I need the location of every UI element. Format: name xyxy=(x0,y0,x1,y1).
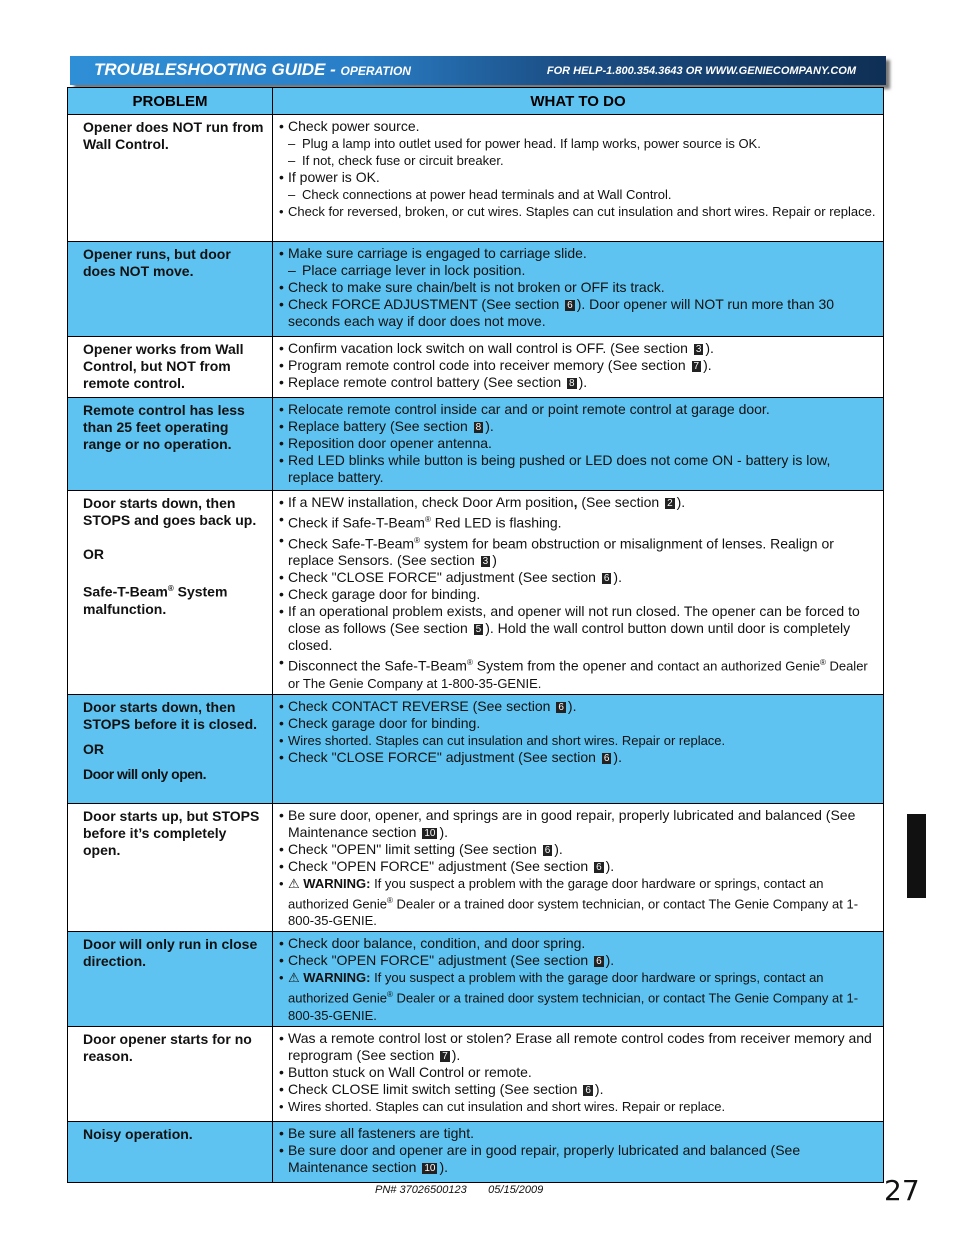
solution-cell: • Be sure all fasteners are tight. • Be sure door and opener are in good repair, properly lubricated and balanced (See Maintenance section 10 ). xyxy=(273,1121,884,1182)
solution-cell: • Was a remote control lost or stolen? Erase all remote control codes from receiver memory and reprogram (See section 7 ). • Button stuck on Wall Control or remote. • Check CLOSE limit switch setting (See section 6 ). • Wires shorted. Staples can cut insulation and short wires. Repair or replace. xyxy=(273,1026,884,1121)
problem-cell: Door starts down, then STOPS and goes back up. OR Safe-T-Beam® System malfunction. xyxy=(68,491,273,695)
section-number-badge: 2 xyxy=(667,498,673,509)
problem-cell: Noisy operation. xyxy=(68,1121,273,1182)
table-row xyxy=(68,491,884,695)
warning-triangle-icon: ⚠ xyxy=(288,970,300,986)
section-number-badge: 7 xyxy=(442,1050,448,1062)
problem-cell: Opener works from Wall Control, but NOT from remote control. xyxy=(68,337,273,398)
section-number-badge: 6 xyxy=(596,956,602,968)
warning-triangle-icon: ⚠ xyxy=(288,875,300,891)
table-row xyxy=(68,694,884,803)
solution-cell: • Be sure door, opener, and springs are in good repair, properly lubricated and balanced (See Maintenance section 10 ). • Check "OPEN" limit setting (See section 6 ). • Check "OPEN FORCE" adjustment (See section 6 ). • ⚠ WARNING: If you suspect a problem with the garage door hardware or springs, contact an authorized Genie® Dealer or a trained door system technician, or contact The Genie Company at 1-800-35-GENIE. xyxy=(273,803,884,931)
problem-cell: Opener runs, but door does NOT move. xyxy=(68,242,273,337)
problem-cell: Door opener starts for no reason. xyxy=(68,1026,273,1121)
solution-cell: • If a NEW installation, check Door Arm position, (See section 2 ). • Check if Safe-T-Beam® Red LED is flashing. • Check Safe-T-Beam® system for beam obstruction or misalignment of lenses. Realign or replace Sensors. (See section 3 ) • Check "CLOSE FORCE" adjustment (See section 6 ). • Check garage door for binding. • If an operational problem exists, and opener will not run closed. The opener can be forced to close as follows (See section 5 ). Hold the wall control button down until door is completely closed. • Disconnect the Safe-T-Beam® System from the opener and contact an authorized Genie® Dealer or The Genie Company at 1-800-35-GENIE. xyxy=(273,491,884,695)
section-number-badge: 3 xyxy=(482,556,489,568)
problem-cell: Remote control has less than 25 feet operating range or no operation. xyxy=(68,398,273,491)
footer-date: 05/15/2009 xyxy=(488,1184,544,1196)
section-number-badge: 10 xyxy=(424,827,436,839)
solution-cell: • Make sure carriage is engaged to carriage slide. – Place carriage lever in lock position. • Check to make sure chain/belt is not broken or OFF its track. • Check FORCE ADJUSTMENT (See section 6 ). Door opener will NOT run more than 30 seconds each way if door does not move. xyxy=(273,242,884,337)
solution-cell: • Check CONTACT REVERSE (See section 6 ). • Check garage door for binding. • Wires shorted. Staples can cut insulation and short wires. Repair or replace. • Check "CLOSE FORCE" adjustment (See section 6 ). xyxy=(273,694,884,803)
table-row xyxy=(68,242,884,337)
section-number-badge: 7 xyxy=(693,361,700,372)
table-row xyxy=(68,398,884,491)
section-number-badge: 3 xyxy=(695,344,702,355)
section-number-badge: 6 xyxy=(558,701,564,713)
section-number-badge: 6 xyxy=(567,300,573,311)
problem-cell: Door will only run in close direction. xyxy=(68,932,273,1026)
section-number-badge: 5 xyxy=(475,624,482,636)
solution-cell: • Confirm vacation lock switch on wall control is OFF. (See section 3 ). • Program remote control code into receiver memory (See section 7 ). • Replace remote control battery (See section 8 ). xyxy=(273,337,884,398)
section-number-badge: 6 xyxy=(603,573,610,585)
section-number-badge: 10 xyxy=(424,1162,436,1174)
table-row xyxy=(68,932,884,1026)
table-row xyxy=(68,337,884,398)
section-number-badge: 6 xyxy=(544,844,551,856)
footer-info xyxy=(375,1184,543,1196)
solution-cell: • Relocate remote control inside car and or point remote control at garage door. • Replace battery (See section 8 ). • Reposition door opener antenna. • Red LED blinks while button is being pushed or LED does not come ON - battery is low, replace battery. xyxy=(273,398,884,491)
page-title: TROUBLESHOOTING GUIDE - OPERATION xyxy=(94,60,411,79)
problem-cell: Door starts up, but STOPS before it’s completely open. xyxy=(68,803,273,931)
part-number: PN# 37026500123 xyxy=(375,1184,467,1196)
section-number-badge: 6 xyxy=(585,1084,591,1096)
problem-cell: Door starts down, then STOPS before it is closed. OR Door will only open. xyxy=(68,694,273,803)
page-subtitle: OPERATION xyxy=(340,64,411,78)
solution-cell: • Check power source. – Plug a lamp into outlet used for power head. If lamp works, power source is OK. – If not, check fuse or circuit breaker. • If power is OK. – Check connections at power head terminals and at Wall Control. • Check for reversed, broken, or cut wires. Staples can cut insulation and short wires. Repair or replace. xyxy=(273,115,884,242)
table-row xyxy=(68,115,884,242)
section-tab xyxy=(907,814,926,898)
section-number-badge: 8 xyxy=(475,422,482,433)
column-header-what-to-do: WHAT TO DO xyxy=(273,88,884,115)
problem-cell: Opener does NOT run from Wall Control. xyxy=(68,115,273,242)
help-line: FOR HELP-1.800.354.3643 OR WWW.GENIECOMPANY.COM xyxy=(546,65,856,77)
table-row xyxy=(68,803,884,931)
column-header-problem: PROBLEM xyxy=(68,88,273,115)
table-row xyxy=(68,1121,884,1182)
troubleshooting-table xyxy=(67,87,884,1183)
table-header-row xyxy=(68,88,884,115)
solution-cell: • Check door balance, condition, and door spring. • Check "OPEN FORCE" adjustment (See section 6 ). • ⚠ WARNING: If you suspect a problem with the garage door hardware or springs, contact an authorized Genie® Dealer or a trained door system technician, or contact The Genie Company at 1-800-35-GENIE. xyxy=(273,932,884,1026)
header-banner xyxy=(70,56,886,85)
section-number-badge: 6 xyxy=(596,861,602,873)
table-row xyxy=(68,1026,884,1121)
section-number-badge: 8 xyxy=(569,378,575,389)
page-number: 27 xyxy=(884,1174,920,1207)
section-number-badge: 6 xyxy=(603,752,610,764)
